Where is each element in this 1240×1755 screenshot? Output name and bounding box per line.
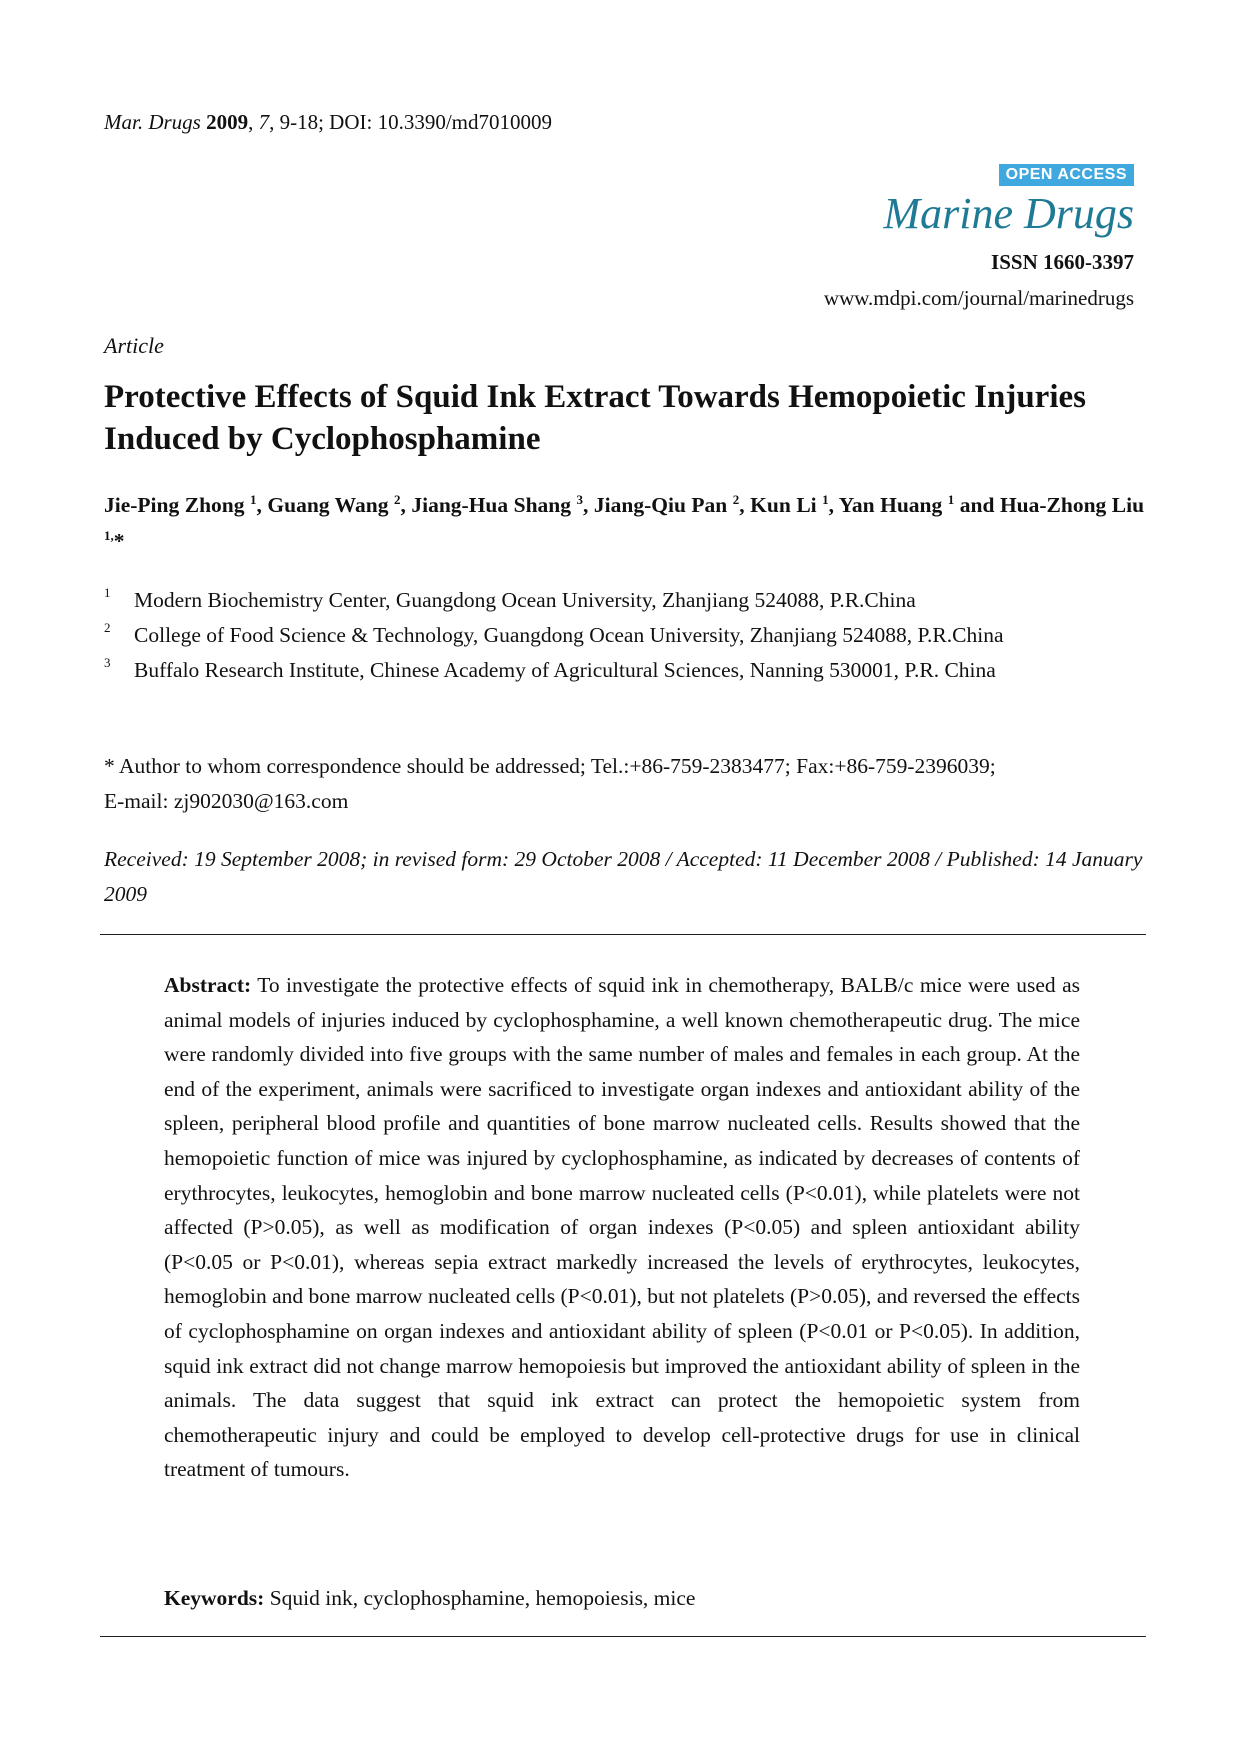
author: Yan Huang $^1$ and [838, 491, 1000, 517]
citation-year: 2009 [206, 110, 249, 134]
author: Jie-Ping Zhong $^1$, [104, 491, 268, 517]
affiliations [104, 583, 1144, 688]
keywords-text: Squid ink, cyclophosphamine, hemopoiesis, mice [264, 1586, 696, 1610]
author: Guang Wang $^2$, [267, 491, 412, 517]
correspondence-contact: * Author to whom correspondence should be addressed; Tel.:+86-759-2383477; Fax:+86-759-2396039; [104, 754, 996, 778]
journal-url[interactable]: www.mdpi.com/journal/marinedrugs [823, 286, 1134, 310]
abstract-text: To investigate the protective effects of squid ink in chemotherapy, BALB/c mice were used as animal models of injuries induced by cyclophosphamine, a well known chemotherapeutic drug. The mice were randomly divided into five groups with the same number of males and females in each group. At the end of the experiment, animals were sacrificed to investigate organ indexes and antioxidant ability of the spleen, peripheral blood profile and quantities of bone marrow nucleated cells. Results showed that the hemopoietic function of mice was injured by cyclophosphamine, as indicated by decreases of contents of erythrocytes, leukocytes, hemoglobin and bone marrow nucleated cells (P<0.01), while platelets were not affected (P>0.05), as well as modification of organ indexes (P<0.05) and spleen antioxidant ability (P<0.05 or P<0.01), whereas sepia extract markedly increased the levels of erythrocytes, leukocytes, hemoglobin and bone marrow nucleated cells (P<0.01), but not platelets (P>0.05), and reversed the effects of cyclophosphamine on organ indexes and antioxidant ability of spleen (P<0.01 or P<0.05). In addition, squid ink extract did not change marrow hemopoiesis but improved the antioxidant ability of spleen in the animals. The data suggest that squid ink extract can protect the hemopoietic system from chemotherapeutic injury and could be employed to develop cell-protective drugs for use in clinical treatment of tumours. [164, 973, 1080, 1482]
open-access-badge: OPEN ACCESS [999, 164, 1134, 186]
correspondence-email[interactable]: E-mail: zj902030@163.com [104, 789, 349, 813]
author: Kun Li $^1$, [750, 491, 839, 517]
author-list [104, 487, 1144, 559]
affiliation: 3 Buffalo Research Institute, Chinese Academy of Agricultural Sciences, Nanning 530001, P.R. China [104, 655, 996, 682]
affiliation: 1 Modern Biochemistry Center, Guangdong Ocean University, Zhanjiang 524088, P.R.China [104, 585, 916, 612]
citation-pages-doi: , 9-18; DOI: 10.3390/md7010009 [269, 110, 553, 134]
issn: ISSN 1660-3397 [991, 250, 1134, 274]
author: Jiang-Hua Shang $^3$, [411, 491, 594, 517]
affiliation: 2 College of Food Science & Technology, Guangdong Ocean University, Zhanjiang 524088, P.R.China [104, 620, 1004, 647]
divider-bottom [100, 1636, 1146, 1637]
citation-line: Mar. Drugs 2009, 7, 9-18; DOI: 10.3390/md7010009 [104, 110, 553, 134]
author: Jiang-Qiu Pan $^2$, [593, 491, 751, 517]
journal-abbrev: Mar. Drugs [104, 110, 201, 134]
citation-volume: 7 [258, 110, 270, 134]
keywords-label: Keywords: [164, 1586, 265, 1610]
paper-title: Protective Effects of Squid Ink Extract Towards Hemopoietic Injuries Induced by Cyclophosphamine [104, 379, 1086, 457]
correspondence [104, 749, 1154, 819]
divider-top [100, 934, 1146, 935]
article-type: Article [104, 333, 164, 358]
publication-dates: Received: 19 September 2008; in revised form: 29 October 2008 / Accepted: 11 December 2008 / Published: 14 January 2009 [104, 847, 1143, 906]
author: Hua-Zhong Liu $^{1,}$* [104, 493, 1145, 553]
abstract [164, 968, 1080, 1487]
journal-name: Marine Drugs [883, 189, 1134, 238]
abstract-label: Abstract: [164, 973, 252, 997]
keywords [164, 1581, 1080, 1615]
